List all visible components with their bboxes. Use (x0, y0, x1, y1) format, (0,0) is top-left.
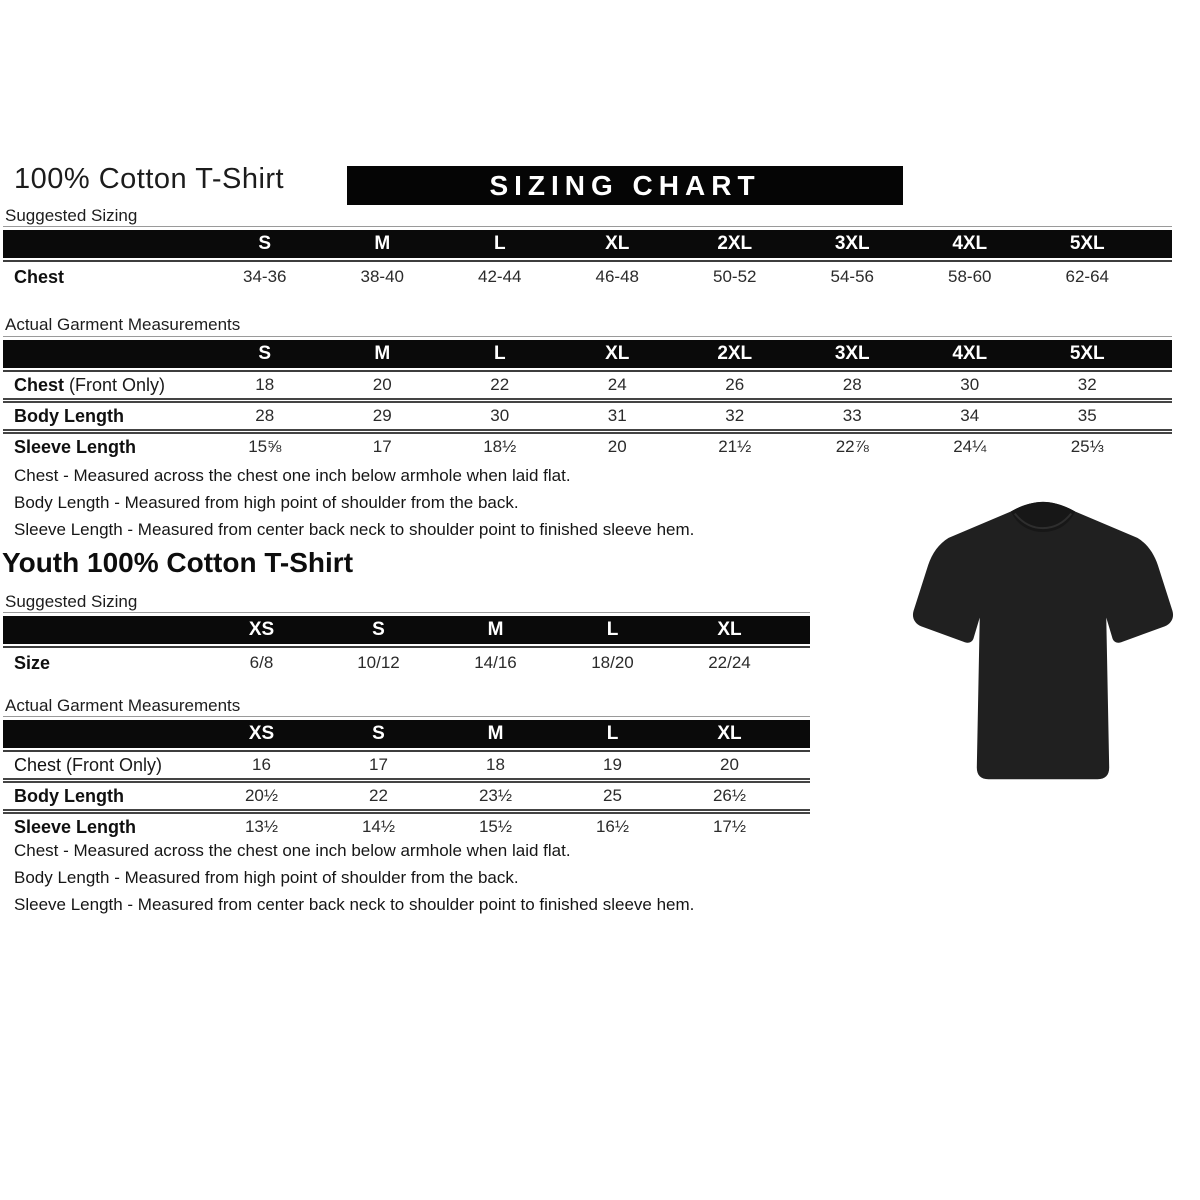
adult-suggested-table (3, 226, 1172, 292)
column-header: 2XL (717, 343, 753, 364)
row-label: Chest (14, 754, 62, 775)
youth-actual-measurements-label: Actual Garment Measurements (5, 696, 241, 715)
cell: 20 (372, 375, 392, 394)
table-row (3, 778, 810, 809)
row-label: Body Length (14, 405, 124, 426)
youth-suggested-table (3, 612, 810, 678)
row-label-suffix: (Front Only) (66, 754, 163, 775)
note-line: Chest - Measured across the chest one inch below armhole when laid flat. (14, 841, 571, 860)
table-row (3, 260, 1172, 292)
column-header: S (258, 343, 272, 364)
cell: 14/16 (474, 653, 517, 672)
row-label-cell (3, 267, 206, 288)
column-header: 5XL (1069, 343, 1105, 364)
column-header: L (606, 619, 619, 640)
cell: 62-64 (1065, 267, 1109, 286)
column-header: 3XL (834, 343, 870, 364)
cell: 32 (1077, 375, 1097, 394)
cell: 26½ (712, 786, 747, 805)
tshirt-image (897, 480, 1189, 802)
cell: 38-40 (360, 267, 404, 286)
column-header: 5XL (1069, 233, 1105, 254)
row-label: Size (14, 652, 51, 673)
cell: 33 (842, 406, 862, 425)
row-label-cell (3, 755, 203, 776)
row-label: Chest (14, 266, 65, 287)
row-label-cell (3, 375, 206, 396)
cell: 13½ (244, 817, 279, 836)
note-line: Chest - Measured across the chest one inch below armhole when laid flat. (14, 466, 571, 485)
cell: 32 (725, 406, 745, 425)
column-header: L (606, 723, 619, 744)
cell: 22 (369, 786, 388, 805)
note-line: Body Length - Measured from high point of shoulder from the back. (14, 868, 519, 887)
table-header-row (3, 340, 1172, 368)
column-header: S (372, 619, 385, 640)
cell: 24¼ (953, 437, 987, 456)
row-label: Body Length (14, 785, 124, 806)
cell: 10/12 (357, 653, 400, 672)
cell: 20 (607, 437, 627, 456)
cell: 58-60 (948, 267, 992, 286)
column-header: XS (248, 723, 275, 744)
cell: 25⅓ (1070, 437, 1104, 456)
cell: 6/8 (249, 653, 274, 672)
column-header: XL (717, 723, 742, 744)
row-label-cell (3, 786, 203, 807)
note-line: Body Length - Measured from high point of shoulder from the back. (14, 493, 519, 512)
cell: 18 (486, 755, 505, 774)
black-tshirt-icon (897, 480, 1189, 802)
cell: 17 (369, 755, 388, 774)
cell: 21½ (718, 437, 752, 456)
table-header-row (3, 616, 810, 644)
column-header: XS (248, 619, 275, 640)
page-title: 100% Cotton T-Shirt (14, 163, 285, 195)
column-header: M (487, 723, 504, 744)
cell: 16 (252, 755, 271, 774)
cell: 35 (1077, 406, 1097, 425)
table-row (3, 429, 1172, 460)
adult-actual-table (3, 336, 1172, 460)
cell: 42-44 (478, 267, 522, 286)
column-header: M (374, 233, 391, 254)
cell: 18½ (483, 437, 517, 456)
cell: 19 (603, 755, 622, 774)
cell: 22 (490, 375, 510, 394)
cell: 17½ (712, 817, 747, 836)
row-label-cell (3, 653, 203, 674)
column-header: 4XL (952, 343, 988, 364)
cell: 50-52 (713, 267, 757, 286)
cell: 22⅞ (835, 437, 869, 456)
cell: 18/20 (591, 653, 634, 672)
cell: 28 (842, 375, 862, 394)
cell: 17 (372, 437, 392, 456)
youth-suggested-sizing-label: Suggested Sizing (5, 592, 138, 611)
table-row (3, 398, 1172, 429)
cell: 34 (960, 406, 980, 425)
column-header: L (493, 233, 506, 254)
table-row (3, 370, 1172, 398)
cell: 18 (255, 375, 275, 394)
column-header: M (487, 619, 504, 640)
table-row (3, 750, 810, 778)
cell: 26 (725, 375, 745, 394)
note-line: Sleeve Length - Measured from center back neck to shoulder point to finished sleeve hem. (14, 520, 695, 539)
cell: 22/24 (708, 653, 751, 672)
table-header-row (3, 230, 1172, 258)
column-header: 3XL (834, 233, 870, 254)
cell: 24 (607, 375, 627, 394)
note-line: Sleeve Length - Measured from center back neck to shoulder point to finished sleeve hem. (14, 895, 695, 914)
adult-actual-measurements-label: Actual Garment Measurements (5, 315, 241, 334)
cell: 20 (720, 755, 739, 774)
sizing-chart-banner: SIZING CHART (347, 166, 903, 205)
table-row (3, 646, 810, 678)
cell: 20½ (244, 786, 279, 805)
cell: 16½ (595, 817, 630, 836)
adult-suggested-sizing-label: Suggested Sizing (5, 206, 138, 225)
youth-measurement-notes (14, 833, 694, 918)
column-header: XL (605, 343, 630, 364)
row-label: Chest (14, 374, 65, 395)
adult-measurement-notes (14, 458, 694, 543)
column-header: S (258, 233, 272, 254)
column-header: M (374, 343, 391, 364)
column-header: 2XL (717, 233, 753, 254)
column-header: XL (605, 233, 630, 254)
cell: 15⅝ (248, 437, 282, 456)
cell: 25 (603, 786, 622, 805)
cell: 30 (960, 375, 980, 394)
cell: 30 (490, 406, 510, 425)
row-label-suffix: (Front Only) (69, 374, 166, 395)
youth-actual-table (3, 716, 810, 840)
row-label-cell (3, 406, 206, 427)
cell: 31 (607, 406, 627, 425)
column-header: S (372, 723, 385, 744)
cell: 14½ (361, 817, 396, 836)
row-label: Sleeve Length (14, 816, 137, 837)
cell: 23½ (478, 786, 513, 805)
column-header: XL (717, 619, 742, 640)
cell: 15½ (478, 817, 513, 836)
cell: 46-48 (595, 267, 639, 286)
cell: 34-36 (243, 267, 287, 286)
column-header: L (493, 343, 506, 364)
cell: 54-56 (830, 267, 874, 286)
cell: 29 (372, 406, 392, 425)
row-label-cell (3, 437, 206, 458)
column-header: 4XL (952, 233, 988, 254)
row-label: Sleeve Length (14, 436, 137, 457)
youth-section-title: Youth 100% Cotton T-Shirt (2, 547, 354, 578)
cell: 28 (255, 406, 275, 425)
table-header-row (3, 720, 810, 748)
